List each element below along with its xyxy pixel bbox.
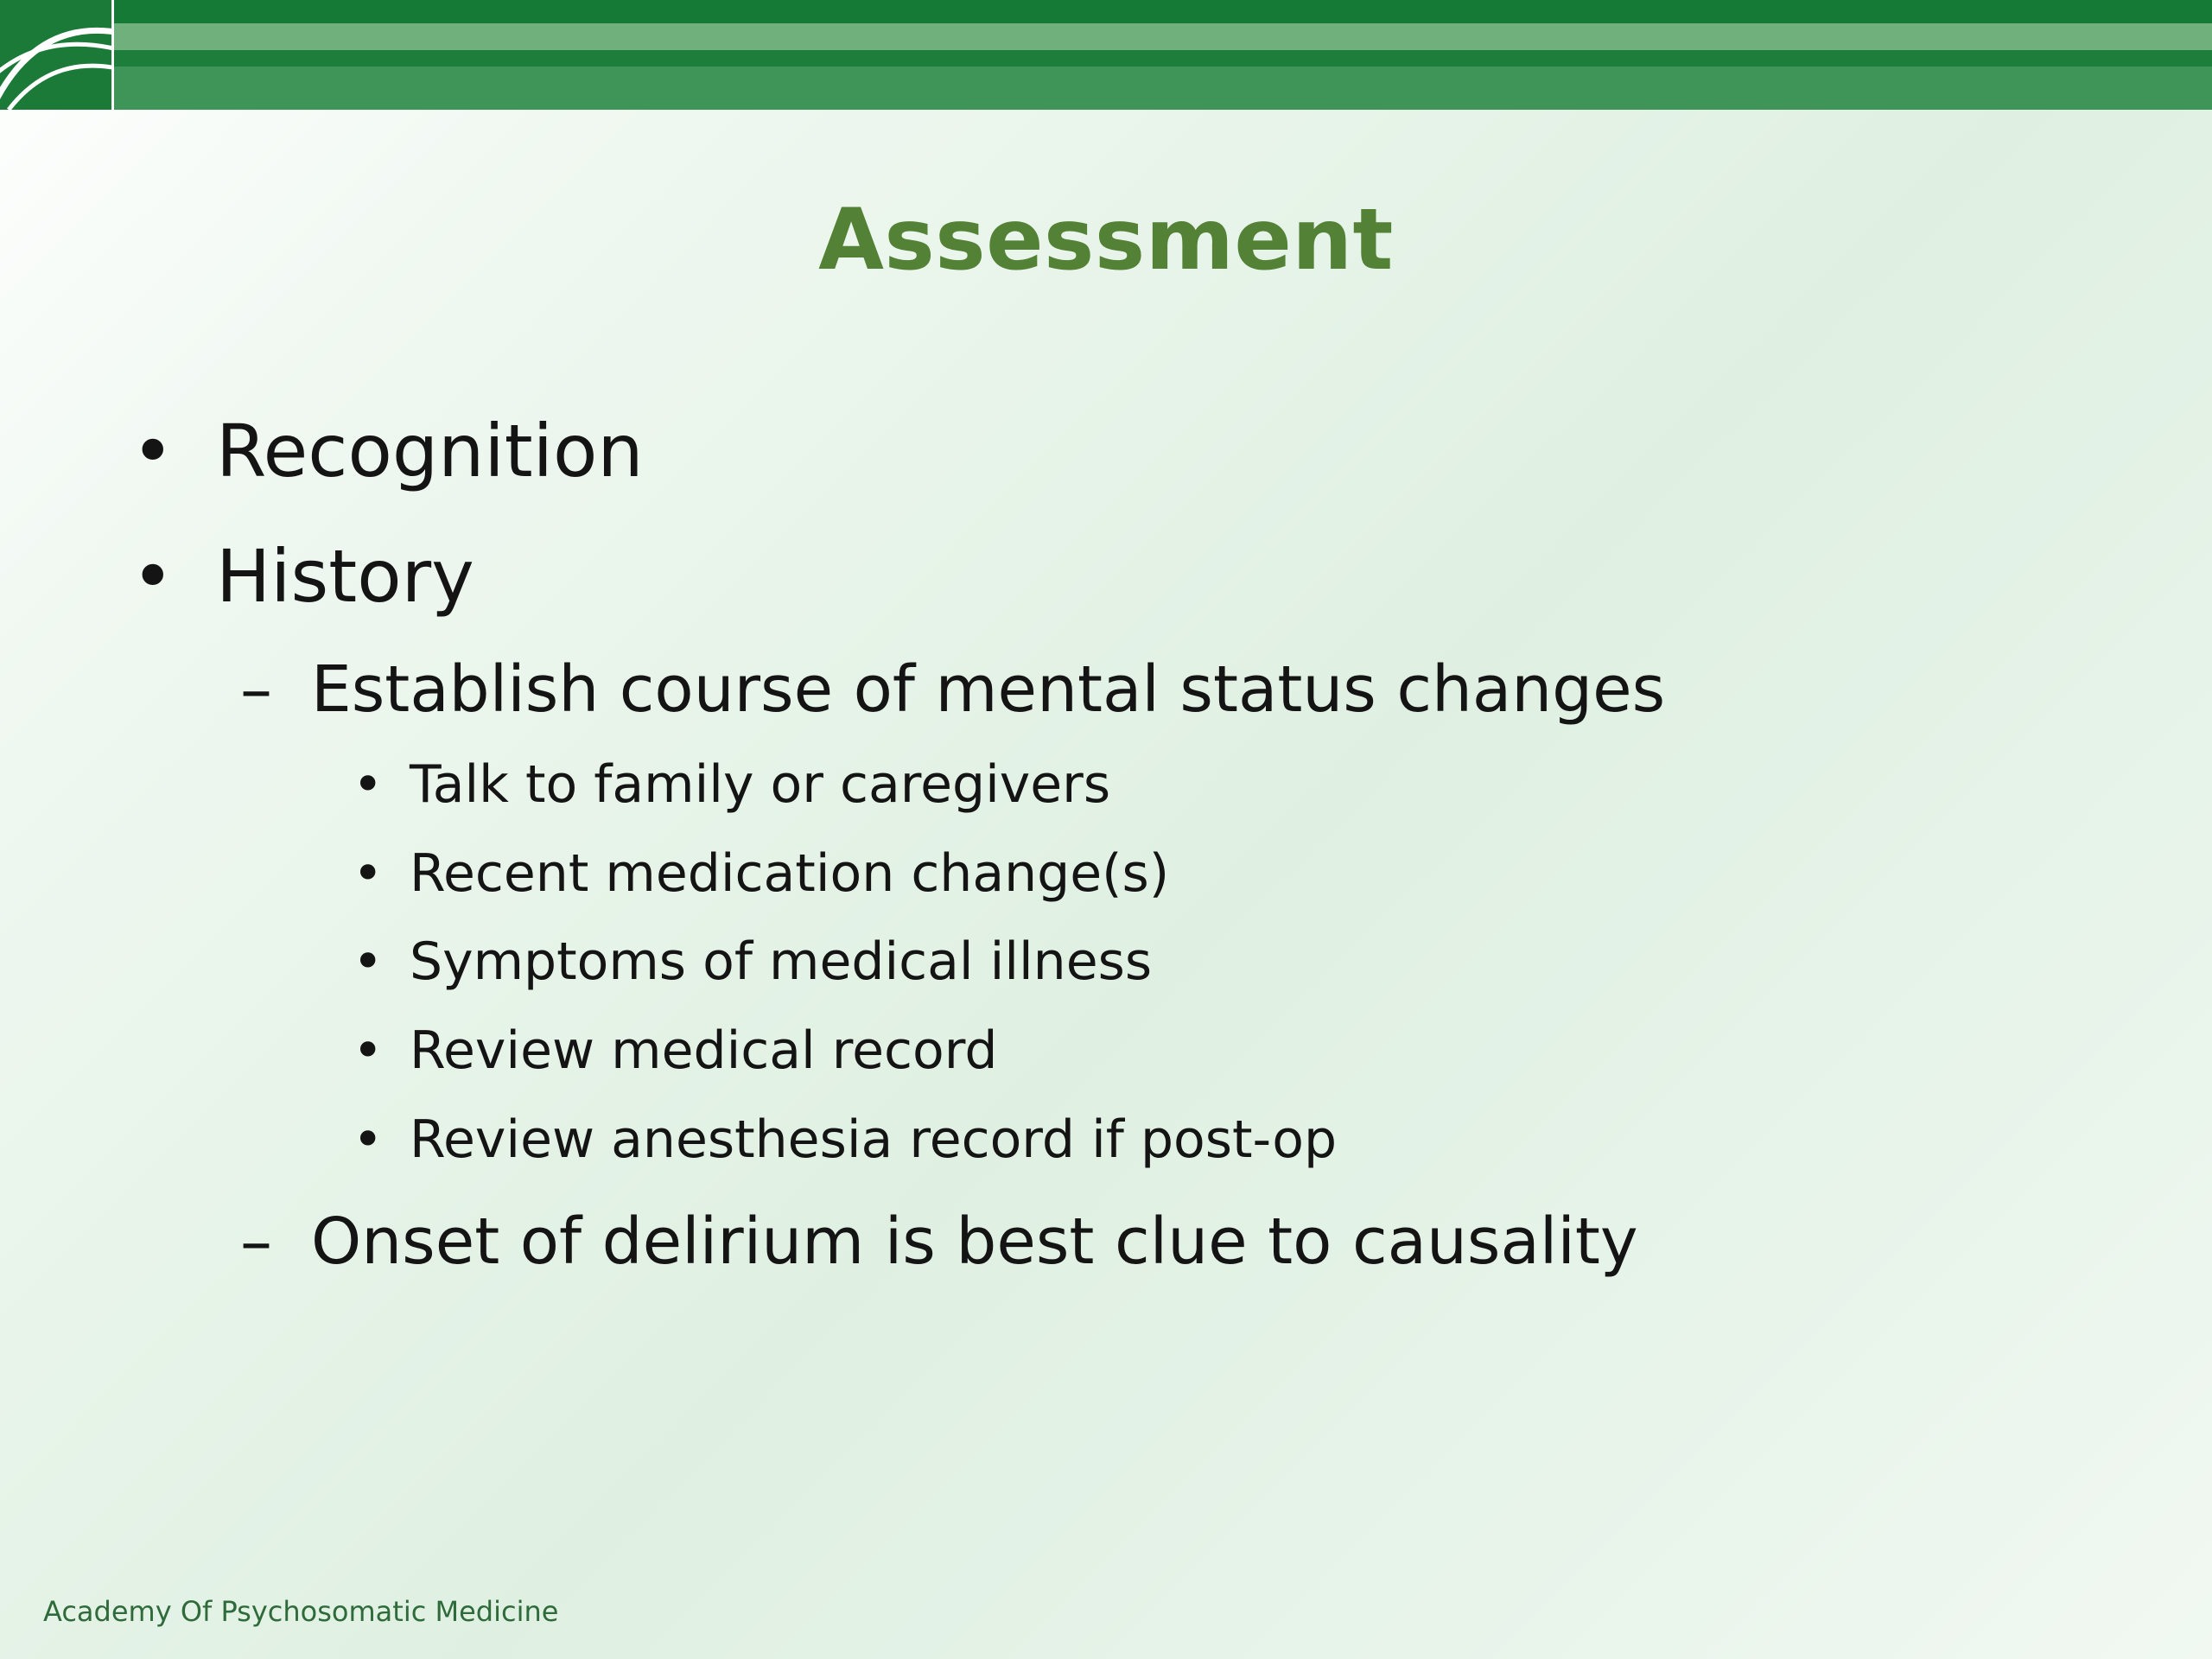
bullet-marker: • bbox=[131, 534, 175, 619]
bullet-text: Recent medication change(s) bbox=[410, 843, 1170, 904]
bullet-marker: • bbox=[353, 843, 384, 904]
sub-sub-bullet-item bbox=[353, 753, 1110, 816]
bullet-marker: • bbox=[353, 754, 384, 815]
bullet-text: Talk to family or caregivers bbox=[410, 754, 1111, 815]
sub-bullet-item bbox=[240, 1204, 1638, 1281]
bullet-item bbox=[131, 408, 644, 495]
dash-marker: – bbox=[240, 1205, 272, 1279]
sub-sub-bullet-item bbox=[353, 1109, 1337, 1171]
bullet-text: Review anesthesia record if post-op bbox=[410, 1109, 1338, 1170]
footer-text: Academy Of Psychosomatic Medicine bbox=[43, 1595, 559, 1628]
bullet-text: Symptoms of medical illness bbox=[410, 931, 1153, 992]
bullet-marker: • bbox=[353, 931, 384, 992]
bullet-text: Recognition bbox=[216, 409, 644, 493]
bullet-text: Onset of delirium is best clue to causality bbox=[311, 1205, 1638, 1279]
bullet-text: History bbox=[216, 534, 474, 619]
dash-marker: – bbox=[240, 652, 272, 727]
bullet-text: Establish course of mental status changes bbox=[311, 652, 1666, 727]
bullet-text: Review medical record bbox=[410, 1020, 998, 1081]
bullet-marker: • bbox=[353, 1020, 384, 1081]
sub-sub-bullet-item bbox=[353, 1020, 997, 1082]
sub-bullet-item bbox=[240, 652, 1665, 728]
slide-title: Assessment bbox=[818, 191, 1394, 289]
sub-sub-bullet-item bbox=[353, 842, 1169, 905]
bullet-marker: • bbox=[131, 409, 175, 493]
sub-sub-bullet-item bbox=[353, 931, 1152, 993]
bullet-marker: • bbox=[353, 1109, 384, 1170]
bullet-item bbox=[131, 533, 474, 620]
